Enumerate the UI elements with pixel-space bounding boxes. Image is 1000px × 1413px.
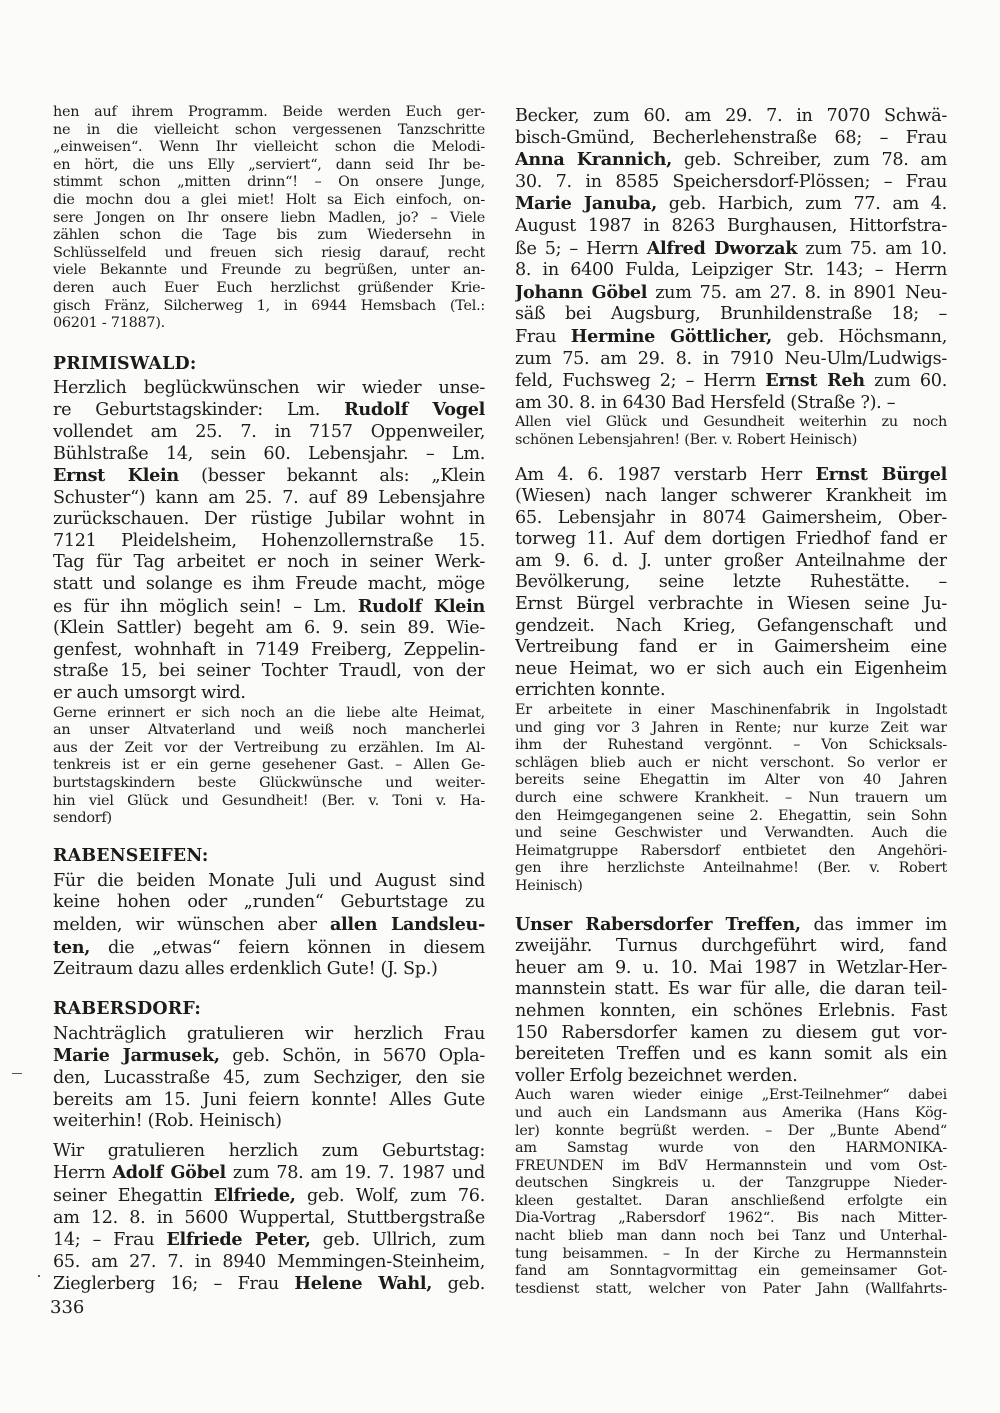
text-line: (Wiesen) nach langer schwerer Krankheit im: [515, 486, 947, 507]
text-line: tesdienst statt, welcher von Pater Jahn (Wallfahrts-: [515, 1280, 947, 1297]
text-line: schönen Lebensjahren! (Ber. v. Robert Heinisch): [515, 431, 858, 448]
primiswald-note-paragraph: [53, 705, 485, 828]
text-line: Ernst Bürgel verbrachte in Wiesen seine Ju-: [515, 594, 947, 615]
text-line: am Samstag wurde von den HARMONIKA-: [515, 1140, 947, 1157]
text-line: fand am Sonntagvormittag ein gemeinsamer Got-: [515, 1263, 947, 1280]
text-line: FREUNDEN im BdV Hermannstein und vom Ost-: [515, 1157, 947, 1174]
text-line: zählen schon die Tage bis zum Wiedersehn in: [53, 227, 485, 244]
text-line: Schuster“) kann am 25. 7. auf 89 Lebensjahre: [53, 487, 485, 508]
text-line: hin viel Glück und Gesundheit! (Ber. v. Toni v. Ha-: [53, 792, 485, 809]
text-line: Nachträglich gratulieren wir herzlich Frau: [53, 1023, 485, 1044]
text-line: viele Bekannte und Freunde zu begrüßen, unter an-: [53, 262, 485, 279]
bold-name: ten,: [53, 936, 91, 958]
text-line: zum 75. am 29. 8. in 7910 Neu-Ulm/Ludwigs-: [515, 348, 947, 369]
text-line: burtstagskindern beste Glückwünsche und weiter-: [53, 775, 485, 791]
scan-mark: [12, 1073, 22, 1074]
text-line: weiterhin! (Rob. Heinisch): [53, 1111, 282, 1132]
text-line: Wir gratulieren herzlich zum Geburtstag:: [53, 1140, 485, 1161]
text-line: Johann Göbel zum 75. am 27. 8. in 8901 Neu-: [515, 281, 947, 303]
text-line: Auch waren wieder einige „Erst-Teilnehmer“ dabei: [515, 1087, 947, 1104]
text-line: heuer am 9. u. 10. Mai 1987 in Wetzlar-Her-: [515, 957, 947, 978]
text-line: schlägen blieb auch er nicht verschont. So verlor er: [515, 754, 947, 771]
text-line: es für ihn möglich sein! – Lm. Rudolf Klein: [53, 595, 485, 617]
text-line: Dia-Vortrag „Rabersdorf 1962“. Bis nach Mitter-: [515, 1210, 947, 1227]
text-line: am 30. 8. in 6430 Bad Hersfeld (Straße ?). –: [515, 392, 896, 413]
text-line: tung beisammen. – In der Kirche zu Hermannstein: [515, 1245, 947, 1262]
text-line: zweijähr. Turnus durchgeführt wird, fand: [515, 936, 947, 957]
text-line: en hört, die uns Elly „serviert“, dann seid Ihr be-: [53, 156, 485, 173]
text-line: Becker, zum 60. am 29. 7. in 7070 Schwä-: [515, 106, 947, 126]
text-line: statt und solange es ihm Freude macht, möge: [53, 574, 485, 595]
text-line: am 12. 8. in 5600 Wuppertal, Stuttbergstraße: [53, 1207, 485, 1228]
text-line: die mochn dou a glei miet! Holt sa Eich einfoch, on-: [53, 191, 485, 208]
text-line: Herrn Adolf Göbel zum 78. am 19. 7. 1987 und: [53, 1162, 485, 1184]
text-line: re Geburtstagskinder: Lm. Rudolf Vogel: [53, 399, 485, 421]
text-line: bereits am 15. Juni feiern konnte! Alles Gute: [53, 1089, 485, 1110]
intro-paragraph: [53, 104, 485, 333]
bold-name: Rudolf Klein: [357, 595, 485, 617]
text-line: den, Lucasstraße 45, zum Sechziger, den sie: [53, 1067, 485, 1088]
text-line: Er arbeitete in einer Maschinenfabrik in Ingolstadt: [515, 702, 947, 719]
bold-name: Johann Göbel: [515, 281, 648, 303]
text-line: Heimatgruppe Rabersdorf entbietet den Angehöri-: [515, 842, 947, 859]
heading-rabersdorf: RABERSDORF:: [53, 998, 201, 1019]
text-line: errichten konnte.: [515, 680, 666, 701]
obituary-details-paragraph: [515, 702, 947, 896]
text-line: 06201 - 71887).: [53, 315, 166, 332]
primiswald-birthdays-paragraph: [53, 378, 485, 705]
text-line: gen ihre herzlichste Anteilnahme! (Ber. v. Robert: [515, 860, 947, 877]
text-line: Für die beiden Monate Juli und August sind: [53, 870, 485, 891]
text-line: Anna Krannich, geb. Schreiber, zum 78. am: [515, 149, 947, 171]
text-line: Gerne erinnert er sich noch an die liebe alte Heimat,: [53, 704, 485, 721]
birthdays-closing-paragraph: [515, 414, 947, 449]
heading-rabenseifen: RABENSEIFEN:: [53, 845, 209, 866]
text-line: keine hohen oder „runden“ Geburtstage zu: [53, 892, 485, 913]
text-line: bisch-Gmünd, Becherlehenstraße 68; – Frau: [515, 127, 947, 148]
text-line: Zieglerberg 16; – Frau Helene Wahl, geb.: [53, 1273, 485, 1295]
text-line: sendorf): [53, 810, 112, 827]
bold-name: Alfred Dworzak: [646, 237, 798, 259]
text-line: gendzeit. Nach Krieg, Gefangenschaft und: [515, 615, 947, 636]
text-line: zurückschauen. Der rüstige Jubilar wohnt in: [53, 509, 485, 530]
text-line: hen auf ihrem Programm. Beide werden Euch ger-: [53, 104, 485, 120]
text-line: Zeitraum dazu alles erdenklich Gute! (J. Sp.): [53, 959, 438, 980]
bold-name: Adolf Göbel: [112, 1162, 226, 1184]
text-line: (Klein Sattler) begeht am 6. 9. sein 89. Wie-: [53, 618, 485, 639]
rabenseifen-paragraph: [53, 871, 485, 981]
bold-name: allen Landsleu-: [329, 913, 485, 935]
text-line: aus der Zeit vor der Vertreibung zu erzählen. Im Al-: [53, 739, 485, 756]
text-line: sere Jongen on Ihr onsere liebn Madlen, jo? – Viele: [53, 209, 485, 226]
scan-mark: [38, 1275, 40, 1277]
text-line: Unser Rabersdorfer Treffen, das immer im: [515, 913, 947, 935]
text-line: 8. in 6400 Fulda, Leipziger Str. 143; – Herrn: [515, 260, 947, 281]
text-line: stimmt schon „mitten drinn“! – On onsere Junge,: [53, 174, 485, 191]
text-line: und auch ein Landsmann aus Amerika (Hans Kög-: [515, 1104, 947, 1121]
text-line: melden, wir wünschen aber allen Landsleu-: [53, 913, 485, 935]
bold-name: Elfriede,: [213, 1184, 296, 1206]
text-line: 65. am 27. 7. in 8940 Memmingen-Steinheim,: [53, 1251, 485, 1272]
text-line: 65. Lebensjahr in 8074 Gaimersheim, Ober-: [515, 507, 947, 528]
text-line: deren auch Euer Euch herzlichst grüßender Krie-: [53, 279, 485, 296]
text-line: ne in die vielleicht schon vergessenen Tanzschritte: [53, 121, 485, 138]
meeting-details-paragraph: [515, 1087, 947, 1298]
text-line: 14; – Frau Elfriede Peter, geb. Ullrich, zum: [53, 1229, 485, 1251]
meeting-paragraph: [515, 914, 947, 1088]
text-line: Marie Januba, geb. Harbich, zum 77. am 4.: [515, 193, 947, 215]
bold-name: Ernst Reh: [765, 370, 865, 392]
text-line: säß bei Augsburg, Brunhildenstraße 18; –: [515, 304, 947, 325]
text-line: und ging vor 3 Jahren in Rente; nur kurze Zeit war: [515, 719, 947, 736]
text-line: und seine Geschwister und Verwandten. Auch die: [515, 825, 947, 842]
text-line: den Heimgegangenen seine 2. Ehegattin, sein Sohn: [515, 807, 947, 824]
text-line: nacht blieb man dann noch bei Tanz und Unterhal-: [515, 1228, 947, 1245]
text-line: ße 5; – Herrn Alfred Dworzak zum 75. am 10.: [515, 237, 947, 259]
obituary-paragraph: [515, 464, 947, 703]
text-line: 7121 Pleidelsheim, Hohenzollernstraße 15.: [53, 530, 485, 551]
text-line: mannstein statt. Es war für alle, die daran teil-: [515, 979, 947, 1000]
text-line: feld, Fuchsweg 2; – Herrn Ernst Reh zum 60.: [515, 370, 947, 392]
bold-name: Ernst Bürgel: [815, 463, 947, 485]
text-line: voller Erfolg bezeichnet werden.: [515, 1065, 798, 1086]
page-number: 336: [50, 1297, 85, 1318]
text-line: Bevölkerung, seine letzte Ruhestätte. –: [515, 572, 947, 593]
text-line: 30. 7. in 8585 Speichersdorf-Plössen; – Frau: [515, 171, 947, 192]
text-line: durch eine schwere Krankheit. – Nun trauern um: [515, 790, 947, 806]
text-line: ten, die „etwas“ feiern können in diesem: [53, 936, 485, 958]
text-line: kleen gestaltet. Daran anschließend erfolgte ein: [515, 1192, 947, 1209]
rabersdorf-paragraph-2: [53, 1141, 485, 1296]
text-line: neue Heimat, wo er sich auch ein Eigenheim: [515, 658, 947, 679]
text-line: Schlüsselfeld und freuen sich riesig darauf, recht: [53, 244, 485, 261]
bold-name: Marie Jarmusek,: [53, 1045, 220, 1067]
text-line: straße 15, bei seiner Tochter Traudl, von der: [53, 661, 485, 682]
text-line: Heinisch): [515, 877, 583, 894]
text-line: ihm der Ruhestand vergönnt. – Von Schicksals-: [515, 737, 947, 754]
bold-name: Hermine Göttlicher,: [570, 325, 773, 347]
text-line: Vertreibung fand er in Gaimersheim eine: [515, 637, 947, 658]
text-line: bereits seine Ehegattin im Alter von 40 Jahren: [515, 772, 947, 789]
text-line: Marie Jarmusek, geb. Schön, in 5670 Opla-: [53, 1045, 485, 1067]
text-line: Tag für Tag arbeitet er noch in seiner Werk-: [53, 552, 485, 573]
text-line: bereiteten Treffen und es kann somit als ein: [515, 1044, 947, 1065]
heading-primiswald: PRIMISWALD:: [53, 353, 197, 374]
text-line: an unser Altvaterland und weiß noch mancherlei: [53, 722, 485, 739]
rabersdorf-paragraph-1: [53, 1024, 485, 1133]
bold-name: Helene Wahl,: [294, 1273, 433, 1295]
text-line: Herzlich beglückwünschen wir wieder unse-: [53, 377, 485, 398]
text-line: Allen viel Glück und Gesundheit weiterhin zu noch: [515, 414, 947, 431]
text-line: deutschen Singkreis u. der Tanzgruppe Nieder-: [515, 1175, 947, 1192]
birthdays-continued-paragraph: [515, 106, 947, 414]
text-line: Ernst Klein (besser bekannt als: „Klein: [53, 465, 485, 487]
text-line: Bühlstraße 14, sein 60. Lebensjahr. – Lm.: [53, 443, 485, 464]
bold-name: Elfriede Peter,: [166, 1229, 311, 1251]
text-line: genfest, wohnhaft in 7149 Freiberg, Zeppelin-: [53, 639, 485, 660]
text-line: nehmen konnten, ein schönes Erlebnis. Fast: [515, 1000, 947, 1021]
bold-name: Anna Krannich,: [515, 149, 672, 171]
text-line: gisch Fränz, Silcherweg 1, in 6944 Hemsbach (Tel.:: [53, 297, 485, 314]
right-column: [515, 106, 947, 1298]
text-line: seiner Ehegattin Elfriede, geb. Wolf, zum 76.: [53, 1184, 485, 1206]
text-line: August 1987 in 8263 Burghausen, Hittorfstra-: [515, 215, 947, 236]
bold-name: Unser Rabersdorfer Treffen,: [515, 913, 801, 935]
text-line: torweg 11. Auf dem dortigen Friedhof fand er: [515, 529, 947, 550]
text-line: Frau Hermine Göttlicher, geb. Höchsmann,: [515, 325, 947, 347]
text-line: vollendet am 25. 7. in 7157 Oppenweiler,: [53, 421, 485, 442]
text-line: am 9. 6. d. J. unter großer Anteilnahme der: [515, 550, 947, 571]
text-line: tenkreis ist er ein gerne gesehener Gast. – Allen Ge-: [53, 757, 485, 774]
text-line: Am 4. 6. 1987 verstarb Herr Ernst Bürgel: [515, 463, 947, 485]
text-line: er auch umsorgt wird.: [53, 683, 246, 704]
text-line: ler) konnte begrüßt werden. – Der „Bunte Abend“: [515, 1122, 947, 1139]
bold-name: Ernst Klein: [53, 465, 179, 487]
text-line: „einweisen“. Wenn Ihr vielleicht schon die Melodi-: [53, 139, 485, 156]
text-line: 150 Rabersdorfer kamen zu diesem gut vor-: [515, 1022, 947, 1043]
bold-name: Rudolf Vogel: [344, 399, 485, 421]
bold-name: Marie Januba,: [515, 193, 657, 215]
left-column: [53, 104, 485, 1296]
